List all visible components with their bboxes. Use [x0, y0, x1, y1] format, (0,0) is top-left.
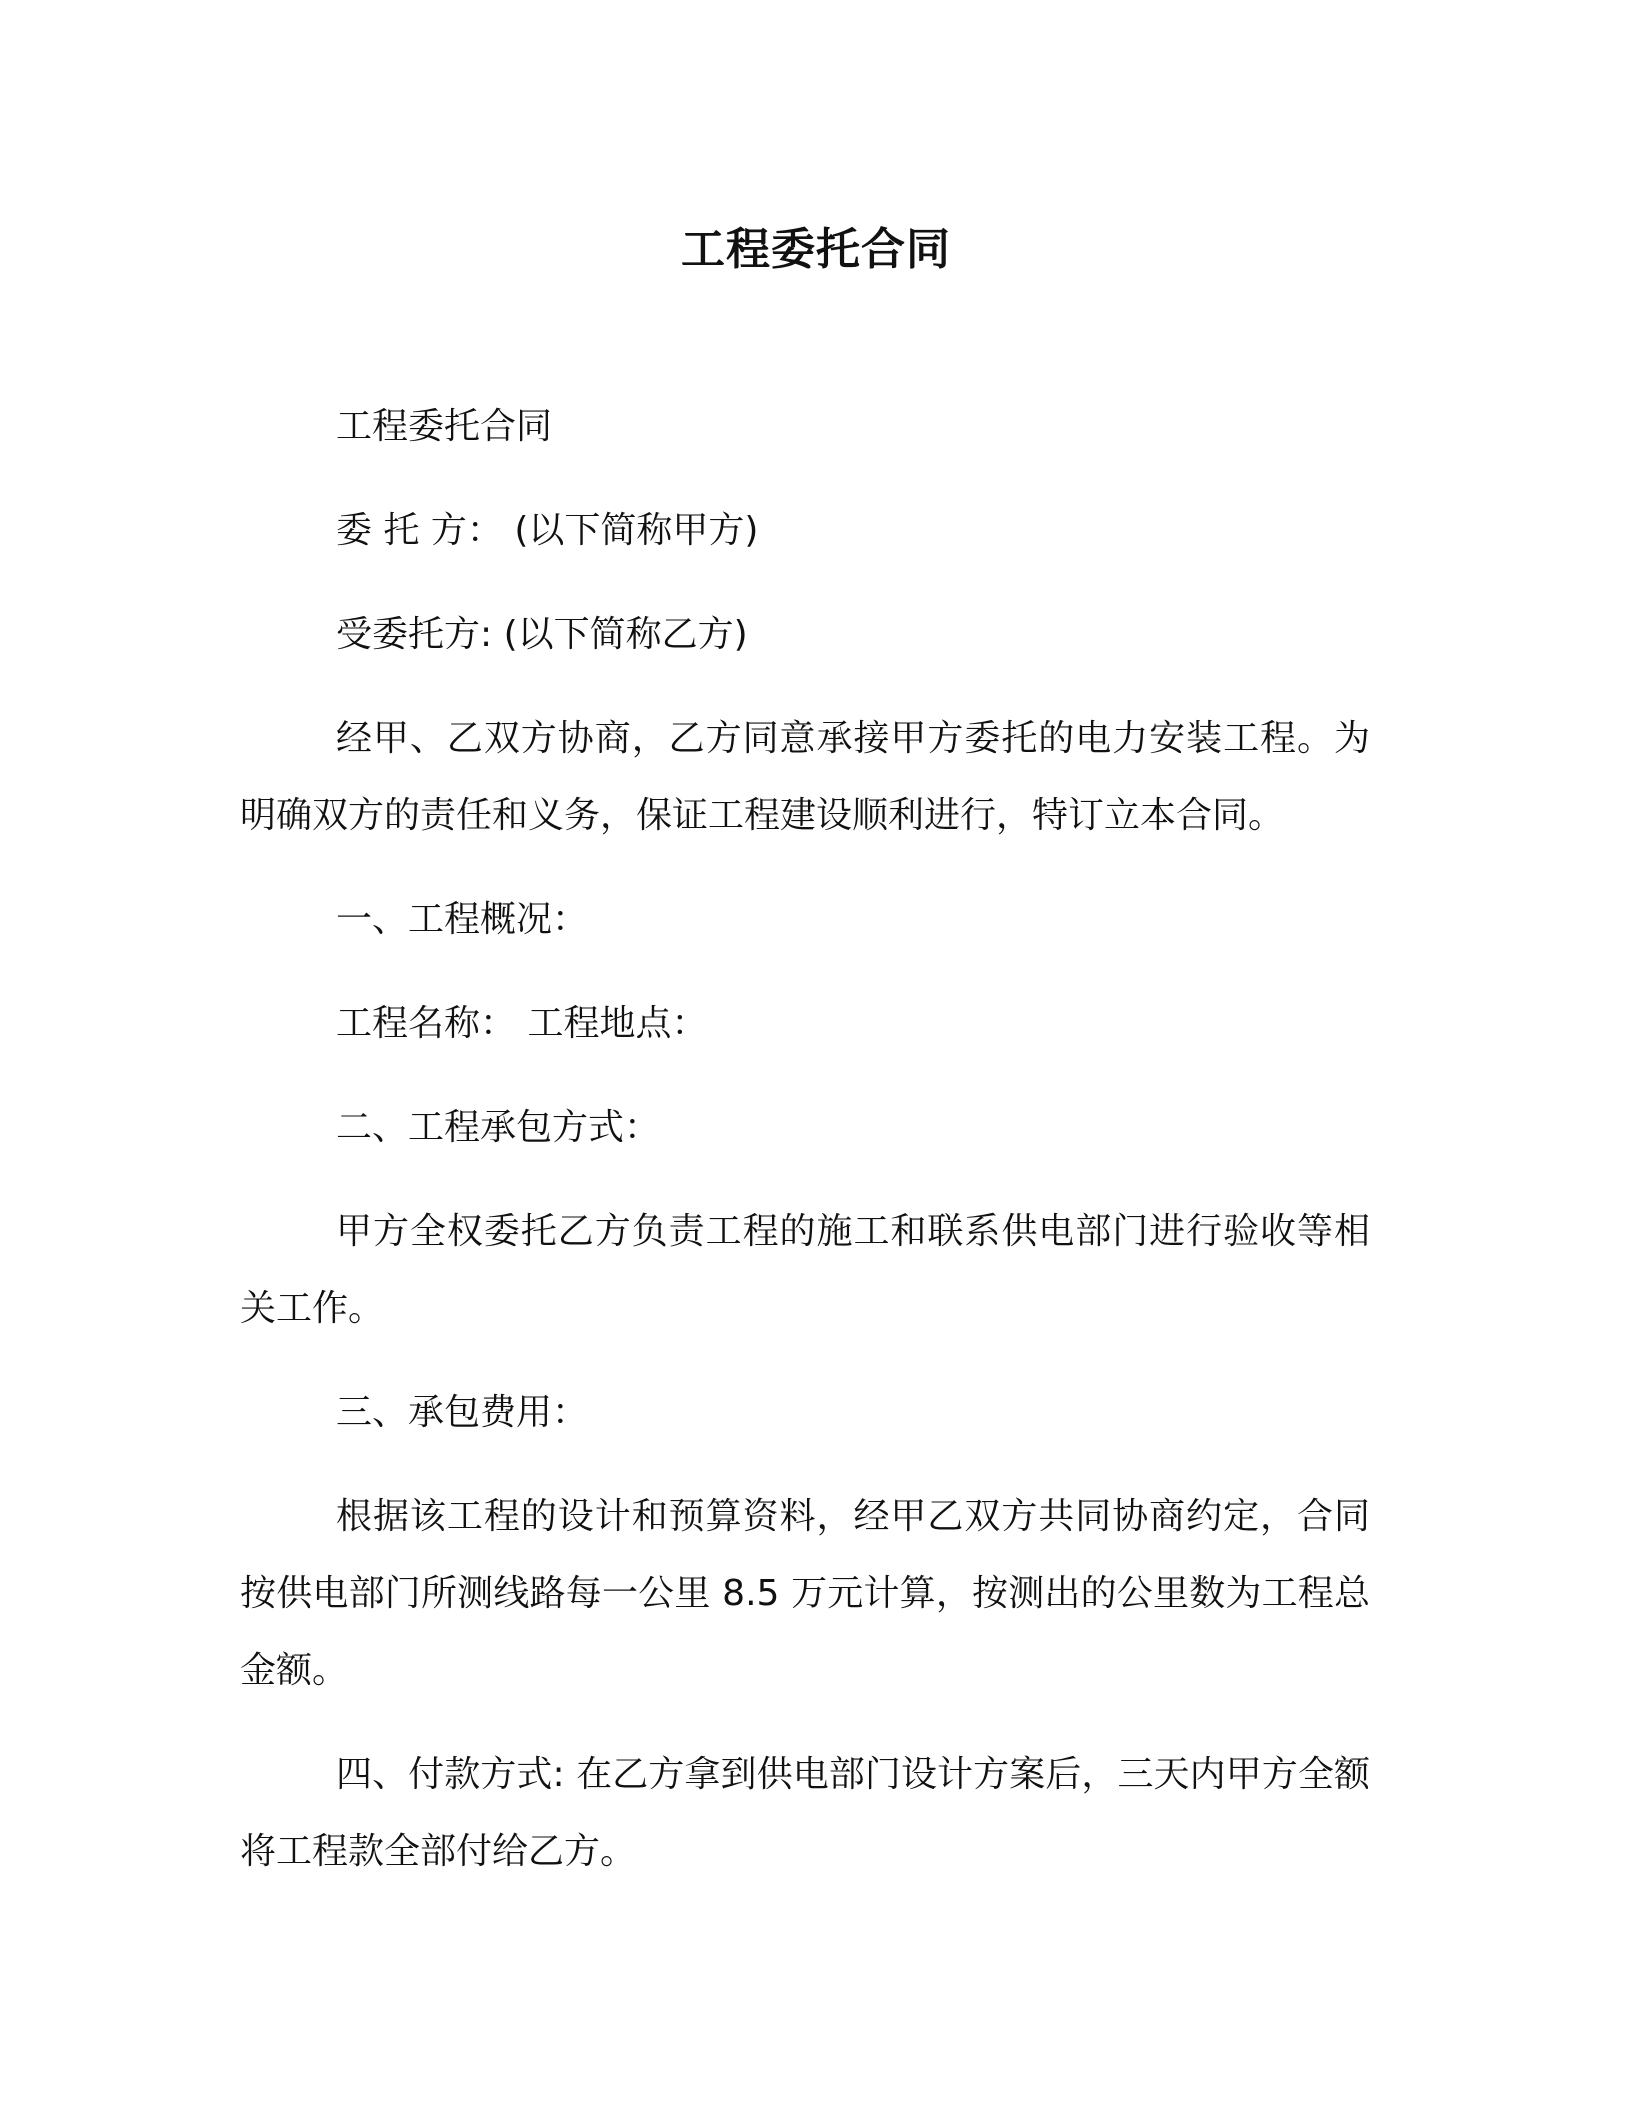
section-heading-project-overview: 一、工程概况： [336, 899, 589, 940]
paragraph-payment-method: 四、付款方式: 在乙方拿到供电部门设计方案后，三天内甲方全额将工程款全部付给乙方。 [240, 1754, 1370, 1872]
section-heading-contracting-method: 二、工程承包方式： [336, 1107, 661, 1148]
paragraph-project-name-location: 工程名称： 工程地点： [336, 1003, 708, 1044]
paragraph-contract-fee: 根据该工程的设计和预算资料，经甲乙双方共同协商约定，合同按供电部门所测线路每一公里 8.5 万元计算，按测出的公里数为工程总金额。 [240, 1496, 1370, 1691]
paragraph-contracting-method: 甲方全权委托乙方负责工程的施工和联系供电部门进行验收等相关工作。 [240, 1211, 1370, 1329]
document-title: 工程委托合同 [681, 224, 951, 275]
section-heading-contract-fee: 三、承包费用： [336, 1392, 589, 1433]
paragraph-contract-heading: 工程委托合同 [336, 406, 553, 447]
paragraph-preamble: 经甲、乙双方协商，乙方同意承接甲方委托的电力安装工程。为明确双方的责任和义务，保证工程建设顺利进行，特订立本合同。 [240, 718, 1370, 836]
paragraph-entrusted-party: 受委托方: (以下简称乙方) [336, 614, 748, 655]
paragraph-entrusting-party: 委 托 方： (以下简称甲方) [336, 510, 759, 551]
document-body [240, 388, 1370, 1917]
